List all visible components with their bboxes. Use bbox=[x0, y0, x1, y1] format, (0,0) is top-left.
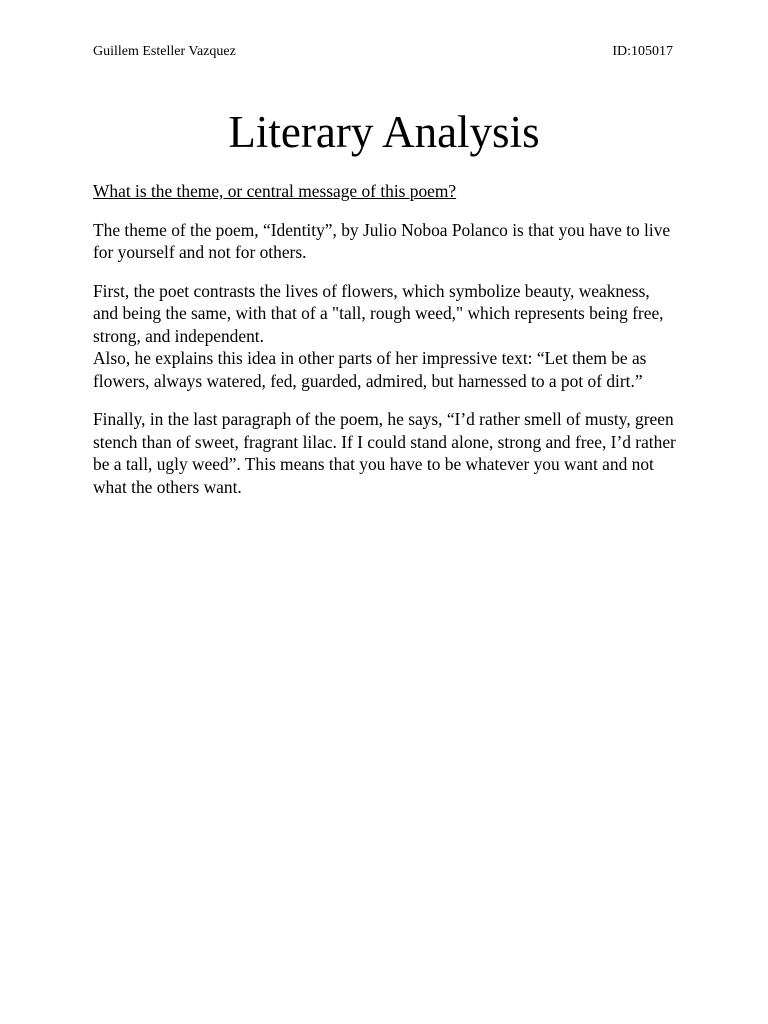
author-name: Guillem Esteller Vazquez bbox=[93, 44, 236, 59]
paragraph-theme: The theme of the poem, “Identity”, by Julio Noboa Polanco is that you have to live for yourself and not for others. bbox=[93, 219, 671, 262]
paragraph-finally: Finally, in the last paragraph of the poem, he says, “I’d rather smell of musty, green stench than of sweet, fragrant lilac. If I could stand alone, strong and free, I’d rather be a tall, ugly weed”. This means that you have to be whatever you want and not what the others want. bbox=[93, 409, 676, 497]
student-id: ID:105017 bbox=[612, 44, 673, 59]
paragraph-also: Also, he explains this idea in other parts of her impressive text: “Let them be as flowers, always watered, fed, guarded, admired, but harnessed to a pot of dirt.” bbox=[93, 348, 647, 391]
paragraph-first: First, the poet contrasts the lives of flowers, which symbolize beauty, weakness, and being the same, with that of a "tall, rough weed," which represents being free, strong, and independent. bbox=[93, 280, 664, 346]
document-body bbox=[93, 180, 678, 514]
page-header bbox=[93, 42, 673, 62]
question-heading: What is the theme, or central message of this poem? bbox=[93, 181, 457, 201]
document-title: Literary Analysis bbox=[228, 107, 540, 157]
